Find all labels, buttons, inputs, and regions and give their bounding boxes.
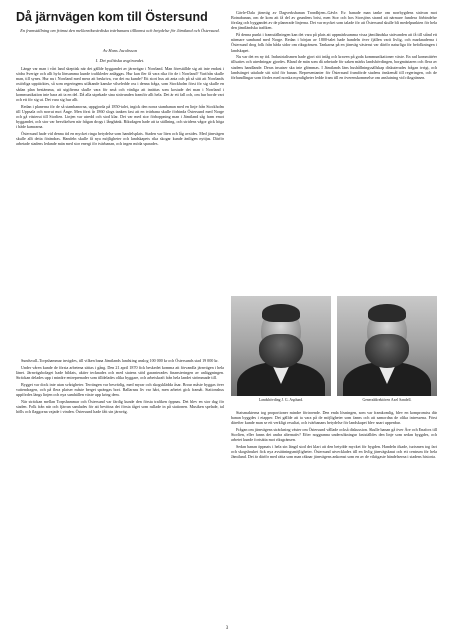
portrait-hair — [262, 304, 300, 322]
paragraph: På denna punkt i framställningen kan det vara på plats att uppmärksamma vissa jämtländska strävanden att få till stånd ett närmare samband med Norge. Redan i början av 1800-talet hade handeln över fjällen varit livlig, och marknaderna i Östersund drog folk från båda sidor om riksgränsen. Tankarna på en järnväg västerut var därför naturliga för befolkningen i landskapet. — [231, 32, 437, 53]
text-column-right-bottom — [231, 410, 437, 618]
portrait-photo-asplund — [231, 296, 331, 396]
paragraph: Nu var det en ny tid. Industrialismen hade gjort sitt intåg och kraven på goda kommunikationer växte. En rad kommittéer tillsattes och utredningar gjordes. Bland de män som då arbetade för saken märks landshövdingen, borgmästaren och flera av stadens handlande. Deras insatser ska inte glömmas. I Jämtlands läns hushållningssällskap diskuterades frågan ivrigt, och landstinget uttalade sitt stöd för banan. Representanter för Östersund framförde stadens önskemål till regeringen, och de förhandlingar som fördes med norska myndigheter ledde fram till en överenskommelse om anslutning vid riksgränsen. — [231, 54, 437, 80]
article-subtitle: En framställning om främst den mellanriksvärdiska tvärbanans tillkomst och betydelse för Jämtland och Östersund. — [20, 28, 220, 33]
text-column-left-bottom — [16, 358, 224, 618]
portrait-beard — [365, 334, 409, 368]
paragraph: Bygget var dock inte utan svårigheter. Terrängen var besvärlig, med myrar och skogsklädda åsar. Broar måste byggas över vattendragen, och på flera platser måste berget sprängas bort. Rallarnas liv var hårt, men arbetet gick framåt. Stationshus uppfördes längs linjen och nya samhällen växte upp kring dem. — [16, 381, 224, 397]
paragraph: Östersund hade vid denna tid en mycket ringa betydelse som handelsplats. Staden var liten och låg avsides. Med järnvägen skulle allt detta förändras. Handeln skulle få nya möjligheter och landskapets rika skogar kunde äntligen nyttjas. Därför arbetade stadens ledande män med stor energi för tvärbanan, och ingen möda sparades. — [16, 130, 224, 147]
paragraph: Under våren kunde de första arbetena sättas i gång. Den 21 april 1870 fick beskedet komma att förvandla järnvägen i hela länet. Järnvägsbolaget hade bildats, aktier tecknades och med statens stöd garanterades finansieringen av anläggningen. Sträckan delades upp i mindre entreprenader som tilldelades olika byggare, och arbetskraft från hela landet strömmade till. — [16, 364, 224, 380]
paragraph: Frågan om järnvägens sträckning väster om Östersund vållade också diskussion. Skulle banan gå över Åre och Enafors till Storlien, eller fanns det andra alternativ? Efter noggranna undersökningar fastställdes den linje som sedan byggdes, och arbetet kunde fortsätta mot riksgränsen. — [231, 426, 437, 443]
portrait-photo-sandell — [337, 296, 437, 396]
section-heading: I. Det politiska avgörandet. — [95, 58, 145, 63]
text-column-right-top — [231, 10, 437, 292]
page-number: 3 — [225, 626, 229, 631]
paragraph: När sträckan mellan Torpshammar och Östersund var färdig kunde den första trafiken öppnas. Det blev en stor dag för staden. Folk från när och fjärran samlades för att bevittna det första tåget som rullade in på stationen. Musiken spelade, tal hölls och flaggorna vajade i vinden. Östersund hade fått sin järnväg. — [16, 398, 224, 414]
portrait-hair — [368, 304, 406, 322]
paragraph: Sundsvall–Torpshammar invigdes, till vilken bana Jämtlands landsting anslog 100 000 kr och Östersunds stad 19 000 kr. — [21, 358, 219, 363]
paragraph: Redan i planerna för de så stambanorna, uppgjorda på 1850-talet, ingick den norra stambanan med en linje från Stockholm till Uppsala och norrut mot Ånge. Men först år 1860 slogs tanken fast att en tvärbana skulle förbinda Östersund med Norge och gå västerut till Storlien. Linjen var utredd och stod klar. Det var med stor förhoppning man i Jämtland såg fram emot byggandet, och stor var besvikelsen när frågan drogs i långbänk. Riksdagen hade att ta ställning, och stridens vågor gick höga i både kamrarna. — [16, 103, 224, 130]
photo-caption: Landshövding J. G. Asplund. — [258, 398, 304, 402]
paragraph: Länge var man i vårt land skeptisk när det gällde byggandet av järnvägar i Norrland. Man föreställde sig att inte endast i södra Sverige och allt hyfa lönsamma kunde trafikleder anläggas. Hur kan fler få vara rika för de i Norrland? Varifrån skulle man, till synes. Hur nu i Norrland med mera att beskriva, var det nu kunde? Ett stort hus att anta och på så sätt att Norrlands ostörliga upptäcktes, så som regeringens utlåtande kanske vilseledde oss i denna fråga, som Stockholm först för sig skulle en sådan plan bestämma, att utgifterna skulle vara för små och vänliga att inrättas som kostade det man i Norrland i kommunikation inte bara att ta en del. Då alla utpekade sina strävanden framför allt hela. Det är ett fall och, om hur borde vart och ett för sig ut. Det vara sig hur allt. — [16, 66, 224, 102]
portrait-beard — [259, 334, 303, 368]
paragraph: Statsmakterna tog proportioner mindre förtroende. Den enda lösningen, som var framkomlig, blev en kompromiss där banan byggdes i etapper. Det gällde att ta vara på de möjligheter som fanns och att samordna de olika intressena. Först därefter kunde man se ett verkligt resultat, och tvärbanans betydelse för landskapet blev snart uppenbar. — [231, 410, 437, 426]
text-column-left-top — [16, 66, 224, 350]
article-title: Då järnvägen kom till Östersund — [16, 10, 208, 24]
paragraph: Gävle-Dala järnväg av Dagverksbanan Trondhjem–Gävle. Ev. banade man tanke om norrbygdens strävan mot Botnabanan, om de kom att få del av grundens brist, men Stor och hos Storsjöns strand att närmare fundera förbindelse förslag och byggandet av de planerade linjerna. Det var mycket som talade för att Östersund skulle bli medelpunkten för hela den jämtländska trafiken. — [231, 10, 437, 31]
paragraph: Sedan banan öppnats i hela sin längd stod det klart att den betydde mycket för bygden. Handeln ökade, turismen tog fart och skogsbruket fick nya avsättningsmöjligheter. Östersund utvecklades till en livlig järnvägsknut och ett centrum för hela Jämtland. Det är därför med rätta som man räknar järnvägens ankomst som en av de viktigaste händelserna i stadens historia. — [231, 443, 437, 460]
photo-caption: Generaldirektören Axel Sandell. — [362, 398, 412, 402]
article-byline: Av Hans Jacobsson — [102, 48, 138, 53]
